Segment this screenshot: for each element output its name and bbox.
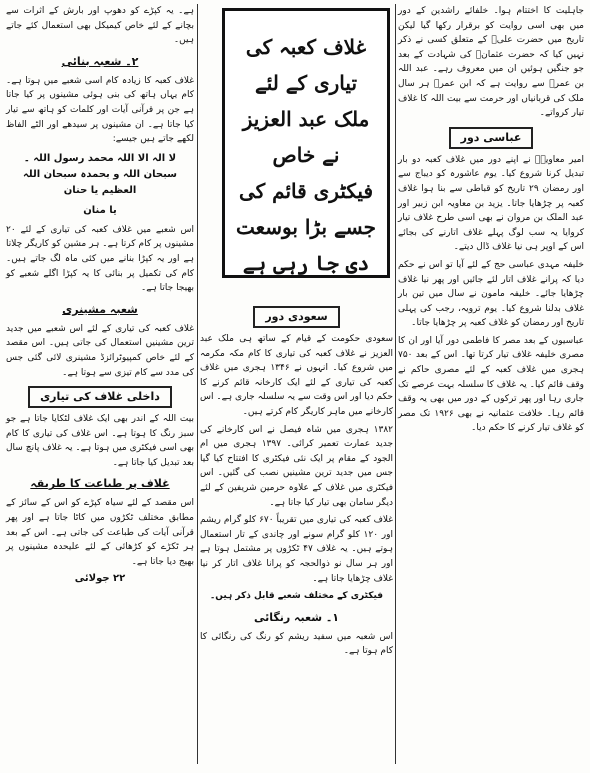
section-weaving: ۲۔ شعبہ بنائی [61,54,139,68]
page-date: ۲۲ جولائی [74,573,126,585]
left-column [6,4,194,584]
right-paragraph: امیر معاویہؓ نے اپنے دور میں غلاف کعبہ دو بار تبدیل کرنا شروع کیا۔ یوم عاشورہ کو دیباج سے اور رمضان ۲۹ تاریخ کو قباطی سے بنا ہوا غلاف کعبہ پر چڑھایا جاتا۔ یزید بن معاویہ ابن زبیر اور عبد الملک بن مروان نے بھی اسی طرح غلاف تیار کروایا یہ سب لوگ پہلے غلاف اتارنے کی بجائے اس کے اوپر ہی نیا غلاف ڈال دیتے۔ [398,154,584,253]
column-rule-left [197,4,198,764]
middle-paragraph: ۱۳۸۲ ہجری میں شاہ فیصل نے اس کارخانے کی جدید عمارت تعمیر کرائی۔ ۱۳۹۷ ہجری میں ام الجود کے مقام پر ایک نئی فیکٹری کا افتتاح کیا گیا جس میں جدید ترین مشینیں نصب کی گئیں۔ اس فیکٹری میں غلاف کے علاوہ حرمین شریفین کے لئے دیگر سامان بھی تیار کیا جاتا ہے۔ [200,424,394,508]
headline-line: ملک عبد العزیز [242,107,370,131]
section-dyeing-text: اس شعبہ میں سفید ریشم کو رنگ کی رنگائی کا کام ہوتا ہے۔ [200,631,393,657]
left-paragraph: اس شعبے میں غلاف کعبہ کی تیاری کے لئے ۲۰ مشینوں پر کام کرتا ہے۔ ہر مشین کو کاریگر چلاتا ہے اور یہ کپڑا بنانے میں کئی ماہ لگ جاتے ہیں۔ کام کی تکمیل پر بنائی کا یہ کپڑا اگلے شعبے کو بھیجا جاتا ہے۔ [6,224,194,294]
section-machinery: شعبہ مشینری [62,302,138,316]
section-inner-cover: داخلی غلاف کی تیاری [6,386,194,408]
left-paragraph: بیت اللہ کے اندر بھی ایک غلاف لٹکایا جاتا ہے جو سبز رنگ کا ہوتا ہے۔ اس غلاف کی تیاری کا کام بھی اسی فیکٹری میں ہوتا ہے۔ یہ غلاف پانچ سال بعد تبدیل کیا جاتا ہے۔ [6,414,194,468]
right-paragraph: خلیفہ مہدی عباسی حج کے لئے آیا تو اس نے حکم دیا کہ پرانے غلاف اتار لئے جائیں اور پھر نیا غلاف چڑھایا جائے۔ خلیفہ مامون نے سال میں تین بار غلاف بدلنا شروع کیا۔ یوم ترویہ، رجب کی پہلی تاریخ اور رمضان کو غلاف کعبہ پر چڑھایا جاتا۔ [398,259,584,329]
middle-column [200,300,393,662]
abbasi-subhead: عباسی دور [398,127,584,149]
section-printing: غلاف پر طباعت کا طریقہ [30,477,170,491]
right-column [398,4,584,439]
headline-line: غلاف کعبہ کی [245,35,367,59]
middle-paragraph: غلاف کعبہ کی تیاری میں تقریباً ۶۷۰ کلو گرام ریشم اور ۱۲۰ کلو گرام سونے اور چاندی کے تار استعمال ہوتے ہیں۔ یہ غلاف ۴۷ ٹکڑوں پر مشتمل ہوتا ہے اور ہر سال نو ذوالحجہ کو پرانا غلاف اتار کر نیا غلاف چڑھایا جاتا ہے۔ [200,515,393,584]
headline-box [222,8,390,278]
headline-line: تیاری کے لئے [254,71,358,95]
headline-line: نے خاص [272,143,340,167]
right-paragraph: عباسیوں کے بعد مصر کا فاطمی دور آیا اور ان کا مصری خلیفہ غلاف تیار کرتا تھا۔ اس کے بعد ۷۵۰ ہجری میں غلاف کعبہ کے لئے مصری حاکم نے وقف قائم کیا۔ یہ غلاف کا سلسلہ بہت عرصے تک جاری رہا اور پھر ترکوں کے دور میں بھی یہ وقف قائم رہا۔ خلافت عثمانیہ نے بھی ۱۹۲۶ تک مصر کو غلاف تیار کرنے کا حکم دیا۔ [398,335,585,434]
left-paragraph: غلاف کعبہ کی تیاری کے لئے اس شعبے میں جدید ترین مشینیں استعمال کی جاتی ہیں۔ اس مقصد کے لئے خاص کمپیوٹرائزڈ مشینری لائی گئی جس کی مدد سے کام تیزی سے ہوتا ہے۔ [6,323,194,378]
left-intro: ہے۔ یہ کپڑے کو دھوپ اور بارش کے اثرات سے بچانے کے لئے خاص کیمیکل بھی استعمال کئے جاتے ہیں۔ [6,6,194,46]
left-paragraph: غلاف کعبہ کا زیادہ کام اسی شعبے میں ہوتا ہے۔ کام یہاں ہاتھ کی بنی ہوئی مشینوں پر کیا جاتا ہے جن پر قرآنی آیات اور کلمات کو ہاتھ سے تیار کیا جاتا ہے۔ ان مشینوں پر سیدھے اور الٹے الفاظ لکھے جاتے ہیں جیسے: [6,75,194,145]
column-rule-right [395,4,396,764]
headline-line: دی جا رہی ہے [242,251,370,275]
saudi-subhead: سعودی دور [200,306,393,328]
quote-kalima-2: یا منان [83,204,117,216]
quote-kalima: لا الہ الا اللہ محمد رسول اللہ ۔ سبحان اللہ و بحمدہ سبحان اللہ العظیم یا حنان [23,152,177,196]
right-intro: جاہلیت کا اختتام ہوا۔ خلفائے راشدین کے دور میں بھی اسی روایت کو برقرار رکھا گیا لیکن تاریخ میں حضرت علیؓ کے متعلق کسی نے ذکر نہیں کیا کہ حضرت عثمانؓ کی شہادت کے بعد جو جنگیں ہوئیں ان میں معروف رہے۔ عبد اللہ بن عمرؓ سے روایت ہے کہ ابن عمرؓ ہر سال ملک کی قربانیاں اور حرمت سے بیت اللہ کا غلاف تیار کرواتے۔ [398,6,584,119]
middle-paragraph: سعودی حکومت کے قیام کے ساتھ ہی ملک عبد العزیز نے غلاف کعبہ کی تیاری کا کام مکہ مکرمہ میں شروع کیا۔ انہوں نے ۱۳۴۶ ہجری میں غلاف کعبہ کی تیاری کے لئے ایک کارخانہ قائم کرنے کا حکم دیا اور اس وقت سے یہ سلسلہ جاری ہے۔ اس کارخانے میں ماہر کاریگر کام کرتے ہیں۔ [200,334,393,417]
section-dyeing: ۱۔ شعبہ رنگائی [253,610,340,624]
headline-line: جسے بڑا بوسعت [236,215,376,239]
middle-closing: فیکٹری کے مختلف شعبے قابل ذکر ہیں۔ [209,591,384,602]
left-paragraph: اس مقصد کے لئے سیاہ کپڑے کو اس کے سائز کے مطابق مختلف ٹکڑوں میں کاٹا جاتا ہے اور پھر قرآنی آیات کی طباعت کی جاتی ہے۔ اس کے بعد ہر ٹکڑے کو کڑھائی کے لئے علیحدہ مشینوں پر بھیج دیا جاتا ہے۔ [6,498,194,567]
headline-line: فیکٹری قائم کی [238,179,373,203]
